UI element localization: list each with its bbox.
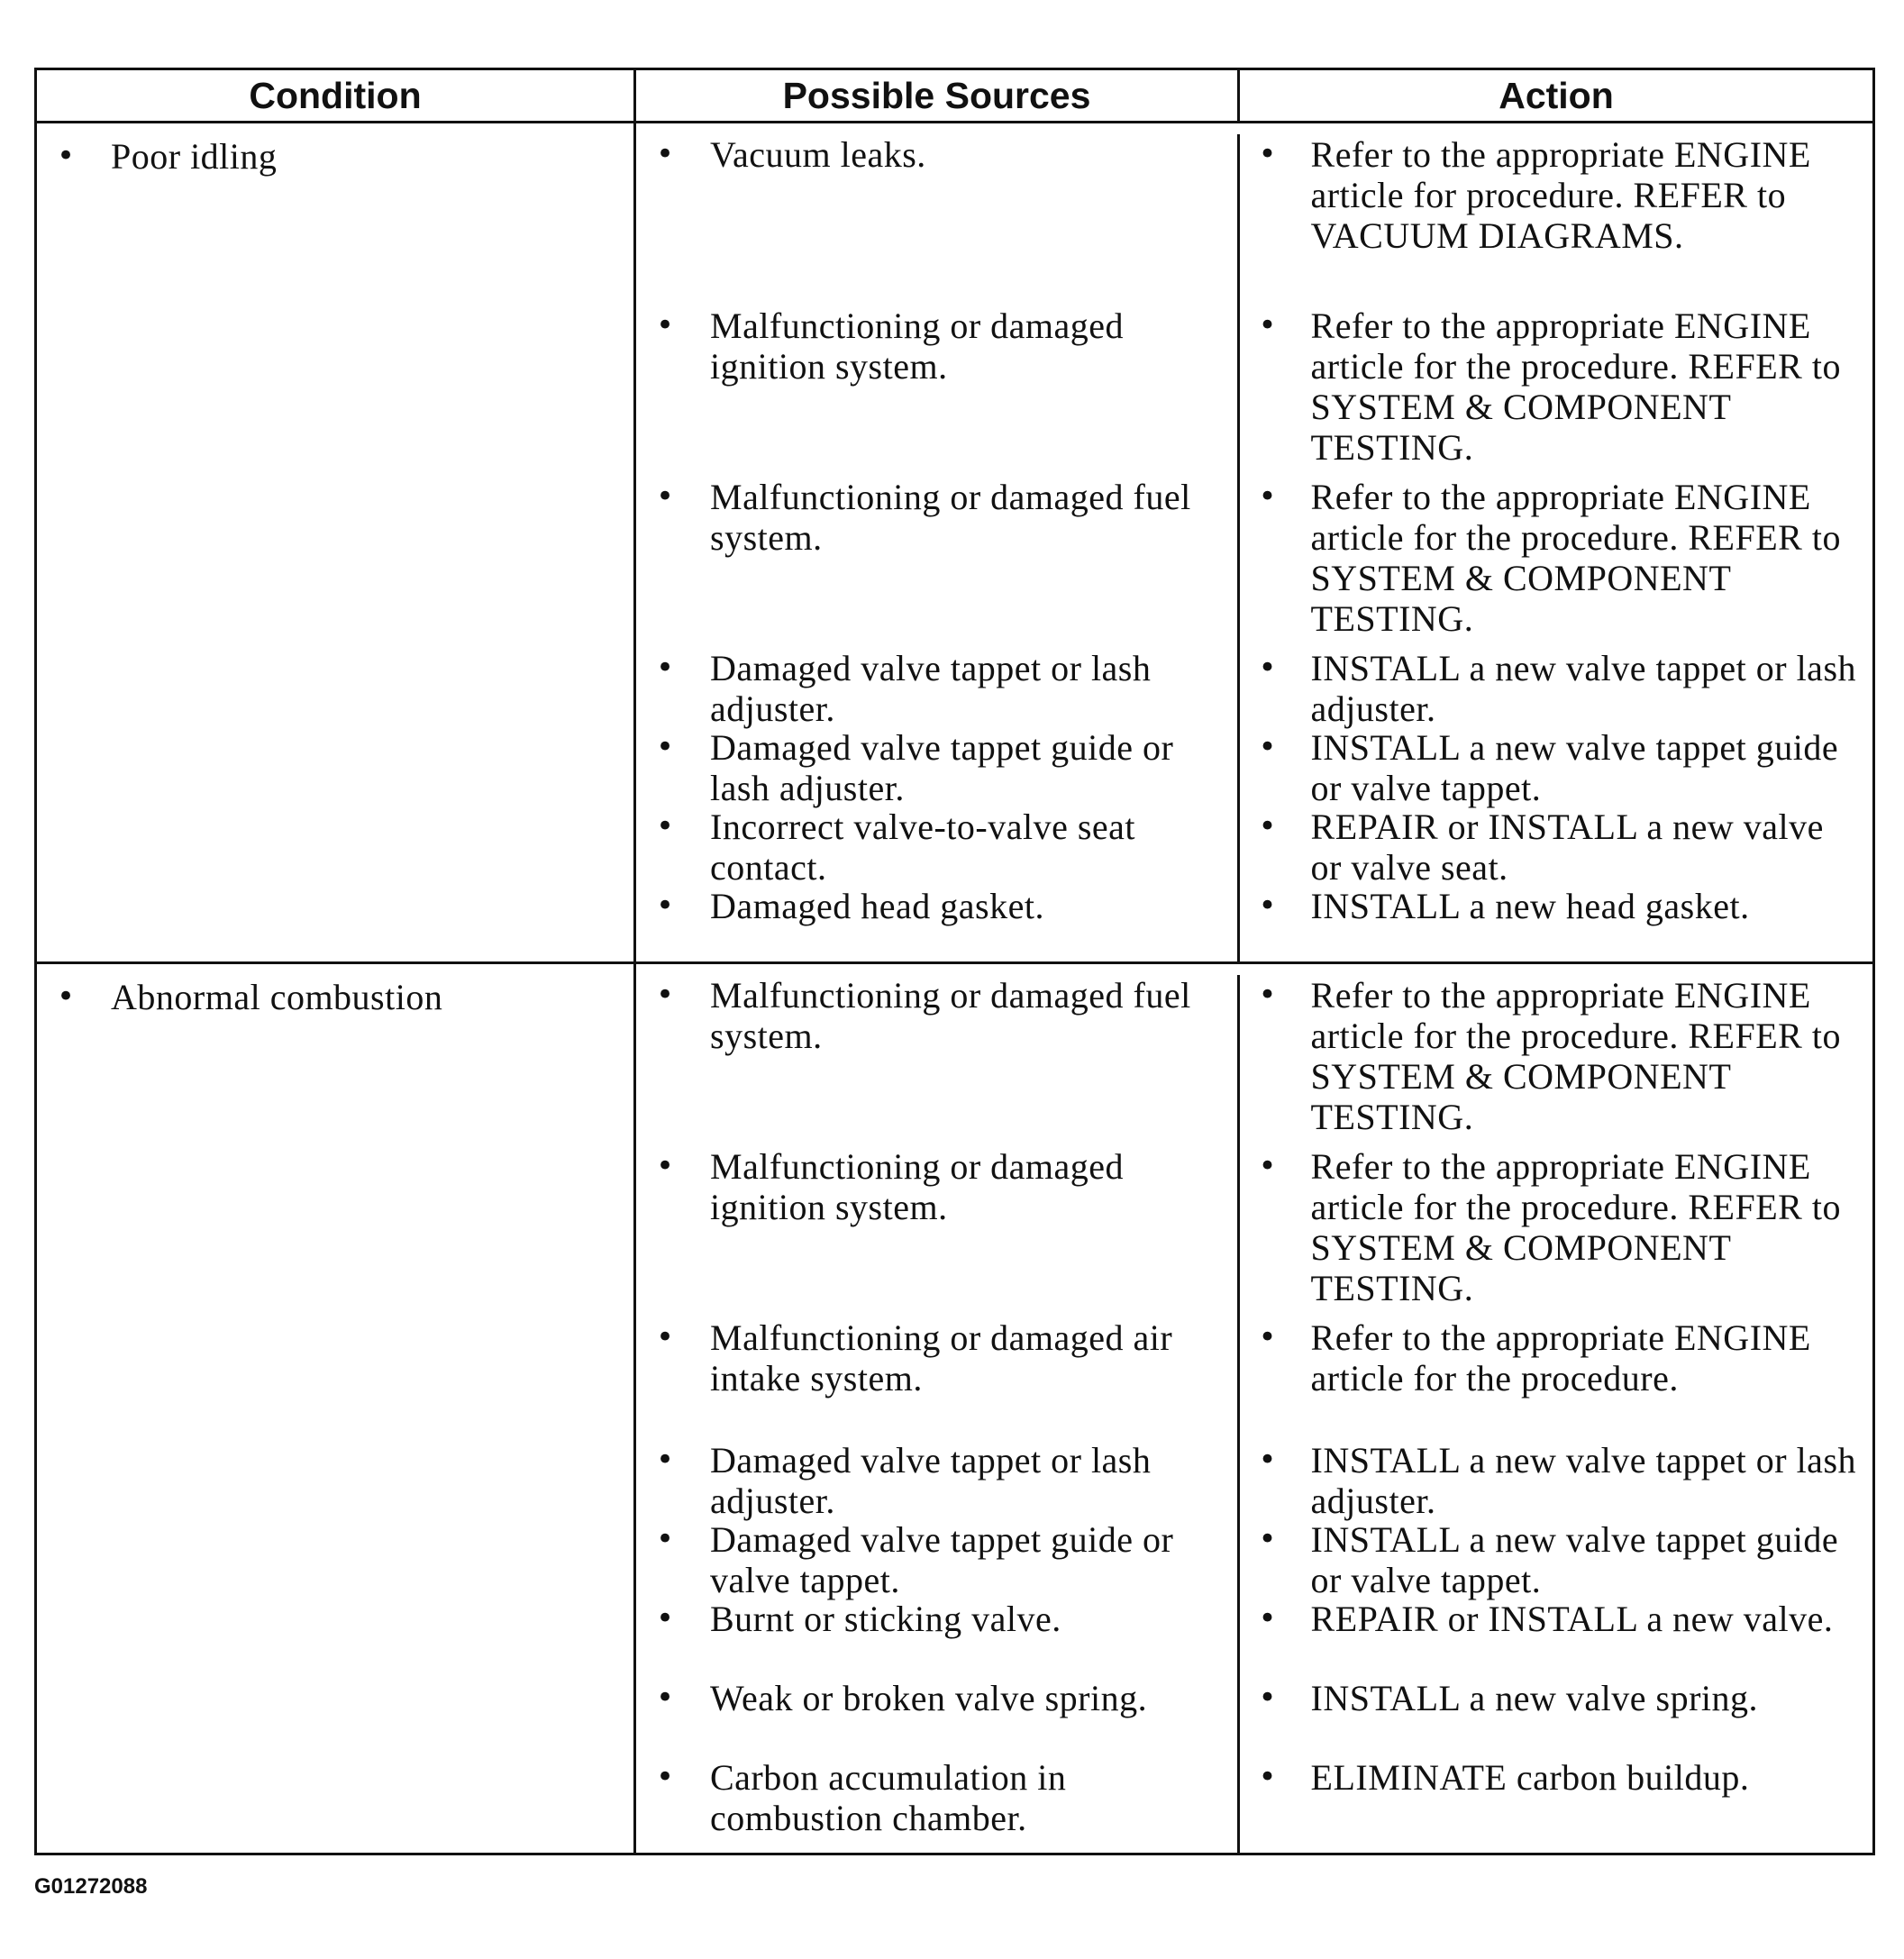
- bullet-icon: •: [1258, 729, 1278, 765]
- source-text: Malfunctioning or damaged ignition system.: [710, 1146, 1125, 1227]
- action-text: REPAIR or INSTALL a new valve or valve seat.: [1310, 806, 1824, 888]
- action-text: Refer to the appropriate ENGINE article for the procedure. REFER to SYSTEM & COMPONENT TESTING.: [1310, 1146, 1841, 1308]
- source-text: Malfunctioning or damaged ignition system.: [710, 305, 1125, 387]
- action-item: [1239, 477, 1872, 648]
- possible-source-item: [636, 477, 1239, 648]
- action-text: INSTALL a new valve spring.: [1310, 1678, 1759, 1718]
- action-text: INSTALL a new head gasket.: [1310, 886, 1750, 926]
- source-action-pair: [636, 886, 1872, 956]
- source-text: Malfunctioning or damaged air intake system.: [710, 1317, 1173, 1399]
- possible-source-item: [636, 886, 1239, 956]
- source-text: Vacuum leaks.: [710, 134, 926, 175]
- action-item: [1239, 1440, 1872, 1519]
- condition-cell: [36, 123, 635, 963]
- possible-source-item: [636, 1599, 1239, 1678]
- source-text: Damaged valve tappet or lash adjuster.: [710, 1440, 1152, 1521]
- source-action-pair: [636, 975, 1872, 1146]
- action-text: Refer to the appropriate ENGINE article for the procedure. REFER to SYSTEM & COMPONENT TESTING.: [1310, 975, 1841, 1137]
- bullet-icon: •: [1258, 1759, 1278, 1795]
- condition-cell: [36, 963, 635, 1854]
- possible-source-item: [636, 806, 1239, 886]
- source-action-pair: [636, 1599, 1872, 1678]
- source-text: Malfunctioning or damaged fuel system.: [710, 477, 1191, 558]
- action-item: [1239, 806, 1872, 886]
- bullet-icon: •: [656, 729, 675, 765]
- action-item: [1239, 727, 1872, 806]
- bullet-icon: •: [1258, 808, 1278, 844]
- bullet-icon: •: [1258, 1521, 1278, 1557]
- header-action: Action: [1239, 69, 1874, 123]
- source-action-list: [636, 134, 1872, 961]
- action-item: [1239, 886, 1872, 956]
- bullet-icon: •: [1258, 1442, 1278, 1478]
- source-text: Malfunctioning or damaged fuel system.: [710, 975, 1191, 1056]
- source-action-pair: [636, 1317, 1872, 1440]
- source-action-pair: [636, 1757, 1872, 1847]
- action-text: INSTALL a new valve tappet or lash adjuster.: [1310, 1440, 1857, 1521]
- bullet-icon: •: [1258, 1680, 1278, 1716]
- table-row: [36, 123, 1874, 963]
- source-text: Damaged head gasket.: [710, 886, 1044, 926]
- possible-source-item: [636, 975, 1239, 1146]
- source-action-pair: [636, 1678, 1872, 1757]
- action-text: Refer to the appropriate ENGINE article for the procedure.: [1310, 1317, 1811, 1399]
- bullet-icon: •: [1258, 888, 1278, 924]
- bullet-icon: •: [656, 888, 675, 924]
- bullet-icon: •: [1258, 1600, 1278, 1636]
- bullet-icon: •: [1258, 136, 1278, 172]
- condition-item: [37, 136, 633, 177]
- action-item: [1239, 305, 1872, 477]
- action-text: INSTALL a new valve tappet guide or valve tappet.: [1310, 1519, 1839, 1600]
- condition-text: Poor idling: [111, 136, 278, 177]
- source-text: Carbon accumulation in combustion chamber.: [710, 1757, 1067, 1838]
- action-text: Refer to the appropriate ENGINE article for the procedure. REFER to SYSTEM & COMPONENT TESTING.: [1310, 305, 1841, 468]
- action-text: Refer to the appropriate ENGINE article for procedure. REFER to VACUUM DIAGRAMS.: [1310, 134, 1811, 256]
- action-item: [1239, 1146, 1872, 1317]
- source-text: Weak or broken valve spring.: [710, 1678, 1148, 1718]
- possible-source-item: [636, 1757, 1239, 1847]
- bullet-icon: •: [1258, 977, 1278, 1013]
- bullet-icon: •: [1258, 1148, 1278, 1184]
- action-item: [1239, 134, 1872, 305]
- source-text: Incorrect valve-to-valve seat contact.: [710, 806, 1136, 888]
- possible-source-item: [636, 1519, 1239, 1599]
- column-divider: [1237, 134, 1240, 961]
- condition-text: Abnormal combustion: [111, 977, 443, 1017]
- source-action-pair: [636, 1440, 1872, 1519]
- action-text: Refer to the appropriate ENGINE article for the procedure. REFER to SYSTEM & COMPONENT TESTING.: [1310, 477, 1841, 639]
- bullet-icon: •: [656, 1600, 675, 1636]
- bullet-icon: •: [656, 977, 675, 1013]
- bullet-icon: •: [656, 1319, 675, 1355]
- bullet-icon: •: [656, 650, 675, 686]
- possible-source-item: [636, 1678, 1239, 1757]
- source-action-pair: [636, 134, 1872, 305]
- bullet-icon: •: [1258, 1319, 1278, 1355]
- action-text: INSTALL a new valve tappet guide or valve tappet.: [1310, 727, 1839, 808]
- column-divider: [1237, 975, 1240, 1853]
- troubleshooting-table: [34, 68, 1875, 1855]
- bullet-icon: •: [1258, 307, 1278, 343]
- bullet-icon: •: [656, 1148, 675, 1184]
- action-text: REPAIR or INSTALL a new valve.: [1310, 1599, 1834, 1639]
- source-action-pair: [636, 477, 1872, 648]
- action-item: [1239, 1317, 1872, 1440]
- condition-item: [37, 977, 633, 1017]
- source-action-list: [636, 975, 1872, 1853]
- source-action-pair: [636, 1146, 1872, 1317]
- bullet-icon: •: [656, 1521, 675, 1557]
- figure-code: G01272088: [34, 1874, 148, 1899]
- action-item: [1239, 975, 1872, 1146]
- bullet-icon: •: [656, 307, 675, 343]
- source-action-pair: [636, 727, 1872, 806]
- source-action-cell: [635, 963, 1874, 1854]
- source-action-pair: [636, 305, 1872, 477]
- action-item: [1239, 1757, 1872, 1847]
- bullet-icon: •: [656, 1759, 675, 1795]
- action-text: INSTALL a new valve tappet or lash adjuster.: [1310, 648, 1857, 729]
- source-action-pair: [636, 806, 1872, 886]
- bullet-icon: •: [656, 478, 675, 515]
- action-item: [1239, 1678, 1872, 1757]
- source-action-pair: [636, 1519, 1872, 1599]
- source-text: Damaged valve tappet guide or lash adjuster.: [710, 727, 1174, 808]
- source-text: Damaged valve tappet or lash adjuster.: [710, 648, 1152, 729]
- bullet-icon: •: [1258, 478, 1278, 515]
- possible-source-item: [636, 727, 1239, 806]
- bullet-icon: •: [656, 1680, 675, 1716]
- possible-source-item: [636, 1146, 1239, 1317]
- source-action-pair: [636, 648, 1872, 727]
- table-row: [36, 963, 1874, 1854]
- header-row: [36, 69, 1874, 123]
- bullet-icon: •: [1258, 650, 1278, 686]
- action-item: [1239, 648, 1872, 727]
- header-condition: Condition: [36, 69, 635, 123]
- action-item: [1239, 1599, 1872, 1678]
- source-action-cell: [635, 123, 1874, 963]
- action-text: ELIMINATE carbon buildup.: [1310, 1757, 1750, 1798]
- bullet-icon: •: [656, 808, 675, 844]
- bullet-icon: •: [656, 1442, 675, 1478]
- header-possible-sources: Possible Sources: [635, 69, 1239, 123]
- source-text: Damaged valve tappet guide or valve tappet.: [710, 1519, 1174, 1600]
- possible-source-item: [636, 134, 1239, 305]
- bullet-icon: •: [656, 136, 675, 172]
- action-item: [1239, 1519, 1872, 1599]
- source-text: Burnt or sticking valve.: [710, 1599, 1061, 1639]
- bullet-icon: •: [57, 138, 76, 174]
- possible-source-item: [636, 1317, 1239, 1440]
- possible-source-item: [636, 305, 1239, 477]
- possible-source-item: [636, 648, 1239, 727]
- possible-source-item: [636, 1440, 1239, 1519]
- bullet-icon: •: [57, 979, 76, 1015]
